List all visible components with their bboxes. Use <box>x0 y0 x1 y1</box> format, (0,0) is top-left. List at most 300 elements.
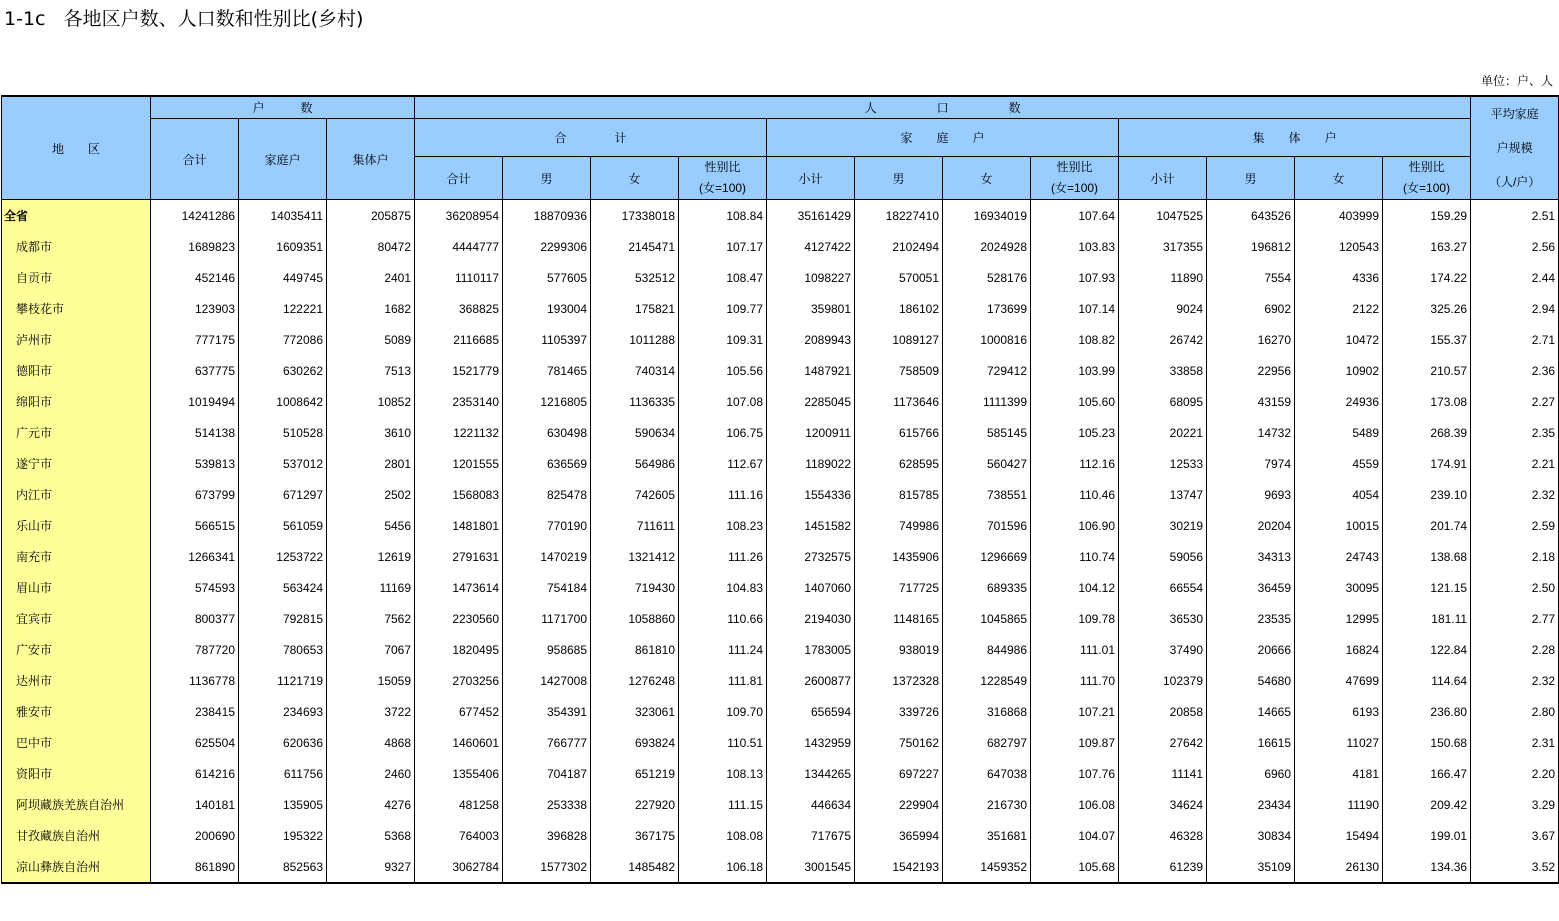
value-cell: 2401 <box>327 262 415 293</box>
table-row <box>2 820 1559 851</box>
region-cell: 南充市 <box>2 541 151 572</box>
value-cell: 677452 <box>415 696 503 727</box>
value-cell: 68095 <box>1119 386 1207 417</box>
value-cell: 2.32 <box>1471 479 1559 510</box>
value-cell: 1058860 <box>591 603 679 634</box>
value-cell: 1200911 <box>767 417 855 448</box>
value-cell: 134.36 <box>1383 851 1471 883</box>
value-cell: 36208954 <box>415 200 503 232</box>
value-cell: 1459352 <box>943 851 1031 883</box>
value-cell: 792815 <box>239 603 327 634</box>
value-cell: 2102494 <box>855 231 943 262</box>
value-cell: 135905 <box>239 789 327 820</box>
value-cell: 140181 <box>151 789 239 820</box>
value-cell: 560427 <box>943 448 1031 479</box>
value-cell: 2703256 <box>415 665 503 696</box>
value-cell: 107.93 <box>1031 262 1119 293</box>
value-cell: 630262 <box>239 355 327 386</box>
region-cell: 达州市 <box>2 665 151 696</box>
value-cell: 104.12 <box>1031 572 1119 603</box>
region-cell: 资阳市 <box>2 758 151 789</box>
value-cell: 570051 <box>855 262 943 293</box>
header-population: 人 口 数 <box>415 96 1471 119</box>
value-cell: 12995 <box>1295 603 1383 634</box>
value-cell: 106.90 <box>1031 510 1119 541</box>
header-total-female: 女 <box>591 157 679 200</box>
value-cell: 2.27 <box>1471 386 1559 417</box>
value-cell: 359801 <box>767 293 855 324</box>
value-cell: 861890 <box>151 851 239 883</box>
value-cell: 2.50 <box>1471 572 1559 603</box>
value-cell: 110.74 <box>1031 541 1119 572</box>
table-row <box>2 789 1559 820</box>
unit-note: 单位：户、人 <box>1480 74 1553 88</box>
table-row <box>2 634 1559 665</box>
value-cell: 2122 <box>1295 293 1383 324</box>
value-cell: 365994 <box>855 820 943 851</box>
value-cell: 754184 <box>503 572 591 603</box>
value-cell: 20858 <box>1119 696 1207 727</box>
value-cell: 111.70 <box>1031 665 1119 696</box>
value-cell: 781465 <box>503 355 591 386</box>
value-cell: 47699 <box>1295 665 1383 696</box>
value-cell: 110.66 <box>679 603 767 634</box>
value-cell: 1568083 <box>415 479 503 510</box>
value-cell: 1554336 <box>767 479 855 510</box>
avg-size-line3: （人/户） <box>1488 175 1541 189</box>
value-cell: 159.29 <box>1383 200 1471 232</box>
value-cell: 625504 <box>151 727 239 758</box>
header-collective-group: 集 体 户 <box>1119 119 1471 157</box>
page-title: 1-1c 各地区户数、人口数和性别比(乡村) <box>4 8 364 30</box>
sex-ratio-note: (女=100) <box>1403 181 1451 195</box>
value-cell: 2.59 <box>1471 510 1559 541</box>
value-cell: 174.22 <box>1383 262 1471 293</box>
value-cell: 23535 <box>1207 603 1295 634</box>
value-cell: 1481801 <box>415 510 503 541</box>
value-cell: 9693 <box>1207 479 1295 510</box>
value-cell: 2732575 <box>767 541 855 572</box>
value-cell: 6902 <box>1207 293 1295 324</box>
region-cell: 凉山彝族自治州 <box>2 851 151 883</box>
table-row <box>2 851 1559 883</box>
value-cell: 18227410 <box>855 200 943 232</box>
table-row <box>2 448 1559 479</box>
value-cell: 770190 <box>503 510 591 541</box>
value-cell: 1321412 <box>591 541 679 572</box>
value-cell: 2791631 <box>415 541 503 572</box>
value-cell: 651219 <box>591 758 679 789</box>
value-cell: 2145471 <box>591 231 679 262</box>
value-cell: 325.26 <box>1383 293 1471 324</box>
value-cell: 2.18 <box>1471 541 1559 572</box>
value-cell: 112.16 <box>1031 448 1119 479</box>
value-cell: 14035411 <box>239 200 327 232</box>
value-cell: 173699 <box>943 293 1031 324</box>
value-cell: 103.83 <box>1031 231 1119 262</box>
value-cell: 1148165 <box>855 603 943 634</box>
value-cell: 780653 <box>239 634 327 665</box>
value-cell: 18870936 <box>503 200 591 232</box>
value-cell: 7554 <box>1207 262 1295 293</box>
value-cell: 528176 <box>943 262 1031 293</box>
value-cell: 1783005 <box>767 634 855 665</box>
value-cell: 6960 <box>1207 758 1295 789</box>
value-cell: 689335 <box>943 572 1031 603</box>
value-cell: 630498 <box>503 417 591 448</box>
value-cell: 17338018 <box>591 200 679 232</box>
value-cell: 615766 <box>855 417 943 448</box>
region-cell: 乐山市 <box>2 510 151 541</box>
value-cell: 61239 <box>1119 851 1207 883</box>
value-cell: 106.18 <box>679 851 767 883</box>
value-cell: 239.10 <box>1383 479 1471 510</box>
value-cell: 229904 <box>855 789 943 820</box>
value-cell: 1098227 <box>767 262 855 293</box>
value-cell: 5089 <box>327 324 415 355</box>
value-cell: 564986 <box>591 448 679 479</box>
value-cell: 109.31 <box>679 324 767 355</box>
table-row <box>2 541 1559 572</box>
value-cell: 108.82 <box>1031 324 1119 355</box>
value-cell: 11027 <box>1295 727 1383 758</box>
value-cell: 16824 <box>1295 634 1383 665</box>
value-cell: 199.01 <box>1383 820 1471 851</box>
value-cell: 614216 <box>151 758 239 789</box>
value-cell: 227920 <box>591 789 679 820</box>
header-family-group: 家 庭 户 <box>767 119 1119 157</box>
value-cell: 186102 <box>855 293 943 324</box>
value-cell: 446634 <box>767 789 855 820</box>
value-cell: 234693 <box>239 696 327 727</box>
value-cell: 10852 <box>327 386 415 417</box>
value-cell: 1110117 <box>415 262 503 293</box>
value-cell: 647038 <box>943 758 1031 789</box>
value-cell: 106.08 <box>1031 789 1119 820</box>
value-cell: 1136778 <box>151 665 239 696</box>
table-header <box>2 96 1559 200</box>
value-cell: 108.13 <box>679 758 767 789</box>
value-cell: 1111399 <box>943 386 1031 417</box>
value-cell: 30219 <box>1119 510 1207 541</box>
value-cell: 323061 <box>591 696 679 727</box>
value-cell: 2.51 <box>1471 200 1559 232</box>
value-cell: 122.84 <box>1383 634 1471 665</box>
value-cell: 4444777 <box>415 231 503 262</box>
value-cell: 4181 <box>1295 758 1383 789</box>
value-cell: 2194030 <box>767 603 855 634</box>
value-cell: 7974 <box>1207 448 1295 479</box>
value-cell: 7067 <box>327 634 415 665</box>
region-cell: 攀枝花市 <box>2 293 151 324</box>
region-cell: 宜宾市 <box>2 603 151 634</box>
region-cell: 自贡市 <box>2 262 151 293</box>
value-cell: 4054 <box>1295 479 1383 510</box>
value-cell: 108.47 <box>679 262 767 293</box>
value-cell: 1296669 <box>943 541 1031 572</box>
value-cell: 514138 <box>151 417 239 448</box>
value-cell: 628595 <box>855 448 943 479</box>
value-cell: 107.17 <box>679 231 767 262</box>
value-cell: 1460601 <box>415 727 503 758</box>
sex-ratio-label: 性别比 <box>1056 160 1093 174</box>
value-cell: 1487921 <box>767 355 855 386</box>
table-row <box>2 727 1559 758</box>
value-cell: 2299306 <box>503 231 591 262</box>
value-cell: 14241286 <box>151 200 239 232</box>
value-cell: 20204 <box>1207 510 1295 541</box>
region-cell: 阿坝藏族羌族自治州 <box>2 789 151 820</box>
value-cell: 46328 <box>1119 820 1207 851</box>
value-cell: 26130 <box>1295 851 1383 883</box>
value-cell: 590634 <box>591 417 679 448</box>
value-cell: 1451582 <box>767 510 855 541</box>
header-total-male: 男 <box>503 157 591 200</box>
value-cell: 6193 <box>1295 696 1383 727</box>
value-cell: 107.14 <box>1031 293 1119 324</box>
header-family-sex-ratio <box>1031 157 1119 200</box>
value-cell: 163.27 <box>1383 231 1471 262</box>
value-cell: 861810 <box>591 634 679 665</box>
value-cell: 1201555 <box>415 448 503 479</box>
value-cell: 787720 <box>151 634 239 665</box>
header-collective-male: 男 <box>1207 157 1295 200</box>
value-cell: 16615 <box>1207 727 1295 758</box>
value-cell: 3.29 <box>1471 789 1559 820</box>
value-cell: 103.99 <box>1031 355 1119 386</box>
value-cell: 481258 <box>415 789 503 820</box>
header-region: 地 区 <box>2 96 151 200</box>
value-cell: 24743 <box>1295 541 1383 572</box>
value-cell: 59056 <box>1119 541 1207 572</box>
header-households: 户 数 <box>151 96 415 119</box>
value-cell: 26742 <box>1119 324 1207 355</box>
population-table <box>1 95 1559 884</box>
value-cell: 750162 <box>855 727 943 758</box>
region-cell: 甘孜藏族自治州 <box>2 820 151 851</box>
value-cell: 108.23 <box>679 510 767 541</box>
value-cell: 354391 <box>503 696 591 727</box>
value-cell: 2353140 <box>415 386 503 417</box>
value-cell: 777175 <box>151 324 239 355</box>
value-cell: 1047525 <box>1119 200 1207 232</box>
value-cell: 719430 <box>591 572 679 603</box>
value-cell: 1470219 <box>503 541 591 572</box>
value-cell: 3062784 <box>415 851 503 883</box>
table-row <box>2 758 1559 789</box>
table-row <box>2 479 1559 510</box>
value-cell: 3001545 <box>767 851 855 883</box>
value-cell: 138.68 <box>1383 541 1471 572</box>
value-cell: 253338 <box>503 789 591 820</box>
value-cell: 12619 <box>327 541 415 572</box>
value-cell: 27642 <box>1119 727 1207 758</box>
value-cell: 1435906 <box>855 541 943 572</box>
header-family-male: 男 <box>855 157 943 200</box>
value-cell: 3610 <box>327 417 415 448</box>
value-cell: 195322 <box>239 820 327 851</box>
value-cell: 1189022 <box>767 448 855 479</box>
value-cell: 2285045 <box>767 386 855 417</box>
value-cell: 173.08 <box>1383 386 1471 417</box>
region-cell: 泸州市 <box>2 324 151 355</box>
value-cell: 16270 <box>1207 324 1295 355</box>
value-cell: 34624 <box>1119 789 1207 820</box>
value-cell: 2.35 <box>1471 417 1559 448</box>
value-cell: 1485482 <box>591 851 679 883</box>
value-cell: 166.47 <box>1383 758 1471 789</box>
value-cell: 109.78 <box>1031 603 1119 634</box>
value-cell: 54680 <box>1207 665 1295 696</box>
value-cell: 174.91 <box>1383 448 1471 479</box>
value-cell: 10472 <box>1295 324 1383 355</box>
value-cell: 196812 <box>1207 231 1295 262</box>
value-cell: 2.32 <box>1471 665 1559 696</box>
value-cell: 4127422 <box>767 231 855 262</box>
header-hh-collective: 集体户 <box>327 119 415 200</box>
value-cell: 105.68 <box>1031 851 1119 883</box>
header-family-subtotal: 小计 <box>767 157 855 200</box>
value-cell: 201.74 <box>1383 510 1471 541</box>
value-cell: 1820495 <box>415 634 503 665</box>
table-row <box>2 417 1559 448</box>
value-cell: 105.60 <box>1031 386 1119 417</box>
value-cell: 36530 <box>1119 603 1207 634</box>
value-cell: 2.44 <box>1471 262 1559 293</box>
value-cell: 34313 <box>1207 541 1295 572</box>
value-cell: 33858 <box>1119 355 1207 386</box>
value-cell: 1355406 <box>415 758 503 789</box>
value-cell: 1427008 <box>503 665 591 696</box>
value-cell: 107.64 <box>1031 200 1119 232</box>
value-cell: 36459 <box>1207 572 1295 603</box>
value-cell: 15059 <box>327 665 415 696</box>
value-cell: 2.80 <box>1471 696 1559 727</box>
value-cell: 844986 <box>943 634 1031 665</box>
header-hh-family: 家庭户 <box>239 119 327 200</box>
value-cell: 2116685 <box>415 324 503 355</box>
value-cell: 122221 <box>239 293 327 324</box>
value-cell: 2.77 <box>1471 603 1559 634</box>
value-cell: 114.64 <box>1383 665 1471 696</box>
value-cell: 5489 <box>1295 417 1383 448</box>
value-cell: 339726 <box>855 696 943 727</box>
value-cell: 109.70 <box>679 696 767 727</box>
header-total-group: 合 计 <box>415 119 767 157</box>
value-cell: 120543 <box>1295 231 1383 262</box>
value-cell: 2801 <box>327 448 415 479</box>
header-family-female: 女 <box>943 157 1031 200</box>
value-cell: 109.77 <box>679 293 767 324</box>
value-cell: 111.24 <box>679 634 767 665</box>
value-cell: 717675 <box>767 820 855 851</box>
value-cell: 351681 <box>943 820 1031 851</box>
header-p-total: 合计 <box>415 157 503 200</box>
value-cell: 35161429 <box>767 200 855 232</box>
region-cell: 广安市 <box>2 634 151 665</box>
value-cell: 316868 <box>943 696 1031 727</box>
value-cell: 1521779 <box>415 355 503 386</box>
value-cell: 5456 <box>327 510 415 541</box>
value-cell: 1019494 <box>151 386 239 417</box>
value-cell: 2502 <box>327 479 415 510</box>
value-cell: 800377 <box>151 603 239 634</box>
value-cell: 110.46 <box>1031 479 1119 510</box>
value-cell: 563424 <box>239 572 327 603</box>
value-cell: 105.23 <box>1031 417 1119 448</box>
value-cell: 111.81 <box>679 665 767 696</box>
value-cell: 13747 <box>1119 479 1207 510</box>
value-cell: 9024 <box>1119 293 1207 324</box>
value-cell: 11190 <box>1295 789 1383 820</box>
value-cell: 268.39 <box>1383 417 1471 448</box>
value-cell: 10902 <box>1295 355 1383 386</box>
value-cell: 729412 <box>943 355 1031 386</box>
value-cell: 23434 <box>1207 789 1295 820</box>
table-row <box>2 293 1559 324</box>
value-cell: 2.20 <box>1471 758 1559 789</box>
value-cell: 766777 <box>503 727 591 758</box>
value-cell: 574593 <box>151 572 239 603</box>
value-cell: 1171700 <box>503 603 591 634</box>
value-cell: 1407060 <box>767 572 855 603</box>
table-row <box>2 510 1559 541</box>
sex-ratio-note: (女=100) <box>699 181 747 195</box>
value-cell: 12533 <box>1119 448 1207 479</box>
value-cell: 111.26 <box>679 541 767 572</box>
region-cell: 绵阳市 <box>2 386 151 417</box>
value-cell: 205875 <box>327 200 415 232</box>
value-cell: 682797 <box>943 727 1031 758</box>
table-row <box>2 386 1559 417</box>
table-row <box>2 231 1559 262</box>
value-cell: 772086 <box>239 324 327 355</box>
value-cell: 16934019 <box>943 200 1031 232</box>
table-row-total <box>2 200 1559 232</box>
value-cell: 106.75 <box>679 417 767 448</box>
sex-ratio-label: 性别比 <box>1408 160 1445 174</box>
value-cell: 35109 <box>1207 851 1295 883</box>
value-cell: 2.21 <box>1471 448 1559 479</box>
value-cell: 815785 <box>855 479 943 510</box>
value-cell: 108.84 <box>679 200 767 232</box>
value-cell: 111.16 <box>679 479 767 510</box>
value-cell: 577605 <box>503 262 591 293</box>
value-cell: 1105397 <box>503 324 591 355</box>
value-cell: 1372328 <box>855 665 943 696</box>
table-body <box>2 200 1559 884</box>
region-cell: 成都市 <box>2 231 151 262</box>
value-cell: 150.68 <box>1383 727 1471 758</box>
value-cell: 620636 <box>239 727 327 758</box>
value-cell: 749986 <box>855 510 943 541</box>
value-cell: 1276248 <box>591 665 679 696</box>
value-cell: 368825 <box>415 293 503 324</box>
sex-ratio-note: (女=100) <box>1051 181 1099 195</box>
value-cell: 4336 <box>1295 262 1383 293</box>
value-cell: 764003 <box>415 820 503 851</box>
region-cell: 德阳市 <box>2 355 151 386</box>
value-cell: 107.21 <box>1031 696 1119 727</box>
value-cell: 1228549 <box>943 665 1031 696</box>
value-cell: 30834 <box>1207 820 1295 851</box>
value-cell: 1216805 <box>503 386 591 417</box>
value-cell: 108.08 <box>679 820 767 851</box>
value-cell: 740314 <box>591 355 679 386</box>
table-row <box>2 324 1559 355</box>
header-total-sex-ratio <box>679 157 767 200</box>
value-cell: 449745 <box>239 262 327 293</box>
